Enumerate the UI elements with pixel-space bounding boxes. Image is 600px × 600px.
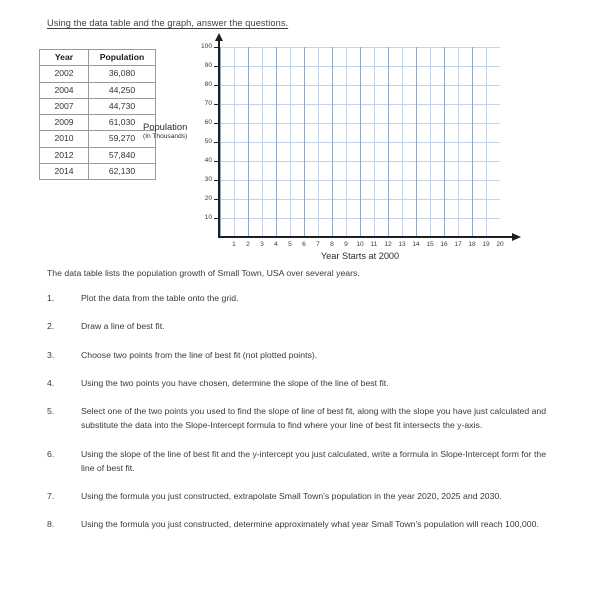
plot-grid [220, 47, 500, 237]
cell-year: 2012 [40, 147, 89, 163]
page-title: Using the data table and the graph, answer the questions. [47, 18, 289, 28]
y-tick-mark [214, 142, 219, 143]
question-text: Using the two points you have chosen, determine the slope of the line of best fit. [81, 377, 389, 388]
table-row [40, 82, 156, 98]
y-tick-mark [214, 180, 219, 181]
question-text: Using the slope of the line of best fit and the y-intercept you just calculated, write a formula in Slope-Intercept form for the line of best fit. [81, 448, 547, 473]
y-tick-label: 100 [200, 43, 212, 50]
table-row [40, 147, 156, 163]
question-item [47, 319, 559, 333]
x-tick-label: 4 [274, 241, 278, 248]
x-tick-label: 15 [426, 241, 434, 248]
question-text: Draw a line of best fit. [81, 321, 165, 332]
x-tick-label: 8 [330, 241, 334, 248]
question-number: 3. [47, 349, 55, 360]
y-tick-mark [214, 199, 219, 200]
y-tick-label: 70 [204, 100, 212, 107]
cell-year: 2007 [40, 98, 89, 114]
y-tick-mark [214, 218, 219, 219]
y-tick-label: 60 [204, 119, 212, 126]
y-tick-mark [214, 47, 219, 48]
y-axis-title-sub: (In Thousands) [143, 132, 188, 140]
cell-year: 2002 [40, 66, 89, 82]
cell-population: 44,250 [89, 82, 156, 98]
y-tick-label: 10 [204, 214, 212, 221]
x-tick-label: 10 [356, 241, 364, 248]
y-tick-label: 80 [204, 81, 212, 88]
question-item [47, 291, 559, 305]
cell-population: 57,840 [89, 147, 156, 163]
y-tick-mark [214, 85, 219, 86]
y-axis-title-main: Population [143, 121, 188, 132]
question-text: Using the formula you just constructed, determine approximately what year Small Town's population will reach 100,000. [81, 519, 539, 530]
table-row [40, 66, 156, 82]
question-item [47, 376, 559, 390]
cell-population: 44,730 [89, 98, 156, 114]
population-data-table [39, 49, 156, 180]
y-tick-mark [214, 104, 219, 105]
table-row [40, 164, 156, 180]
cell-population: 59,270 [89, 131, 156, 147]
graph [143, 38, 596, 261]
question-number: 7. [47, 490, 55, 501]
x-axis-arrow-icon [512, 233, 521, 241]
question-item [47, 404, 559, 432]
cell-year: 2010 [40, 131, 89, 147]
cell-year: 2004 [40, 82, 89, 98]
y-tick-mark [214, 66, 219, 67]
x-tick-label: 19 [482, 241, 490, 248]
question-text: Using the formula you just constructed, extrapolate Small Town's population in the year 2020, 2025 and 2030. [81, 490, 502, 501]
question-text: Choose two points from the line of best fit (not plotted points). [81, 349, 318, 360]
x-tick-label: 17 [454, 241, 462, 248]
y-tick-label: 20 [204, 195, 212, 202]
table-row [40, 98, 156, 114]
x-tick-label: 5 [288, 241, 292, 248]
table-header-row [40, 50, 156, 66]
y-tick-label: 40 [204, 157, 212, 164]
y-tick-label: 30 [204, 176, 212, 183]
y-axis-line [218, 40, 220, 237]
x-tick-label: 18 [468, 241, 476, 248]
question-number: 6. [47, 448, 55, 459]
x-tick-label: 12 [384, 241, 392, 248]
table-row [40, 115, 156, 131]
y-tick-label: 90 [204, 62, 212, 69]
y-tick-label: 50 [204, 138, 212, 145]
x-tick-label: 1 [232, 241, 236, 248]
question-number: 1. [47, 293, 55, 303]
table-header-population: Population [89, 50, 156, 66]
question-item [47, 489, 559, 503]
question-item [47, 348, 559, 362]
question-number: 4. [47, 377, 55, 388]
y-axis-arrow-icon [215, 33, 223, 41]
question-item [47, 517, 559, 531]
x-tick-label: 11 [370, 241, 378, 248]
x-tick-label: 3 [260, 241, 264, 248]
x-tick-label: 7 [316, 241, 320, 248]
x-tick-label: 6 [302, 241, 306, 248]
x-tick-label: 13 [398, 241, 406, 248]
y-tick-mark [214, 161, 219, 162]
cell-population: 36,080 [89, 66, 156, 82]
x-tick-label: 2 [246, 241, 250, 248]
y-tick-mark [214, 123, 219, 124]
cell-population: 62,130 [89, 164, 156, 180]
x-tick-label: 16 [440, 241, 448, 248]
question-text: Plot the data from the table onto the grid. [81, 293, 239, 303]
intro-paragraph: The data table lists the population growth of Small Town, USA over several years. [47, 268, 360, 278]
x-tick-label: 14 [412, 241, 420, 248]
cell-year: 2009 [40, 115, 89, 131]
x-axis-caption: Year Starts at 2000 [320, 251, 400, 261]
question-text: Select one of the two points you used to find the slope of line of best fit, along with the slope you have just calculated and substitute the data into the Slope-Intercept formula to find where your line of best fit intersects the y-axis. [81, 406, 547, 431]
question-item [47, 447, 559, 475]
question-number: 2. [47, 321, 55, 332]
x-tick-label: 9 [344, 241, 348, 248]
question-number: 8. [47, 519, 55, 530]
table-row [40, 131, 156, 147]
x-axis-line [218, 236, 514, 238]
table-header-year: Year [40, 50, 89, 66]
x-tick-label: 20 [496, 241, 504, 248]
question-list [47, 291, 559, 545]
cell-year: 2014 [40, 164, 89, 180]
question-number: 5. [47, 406, 55, 417]
cell-population: 61,030 [89, 115, 156, 131]
